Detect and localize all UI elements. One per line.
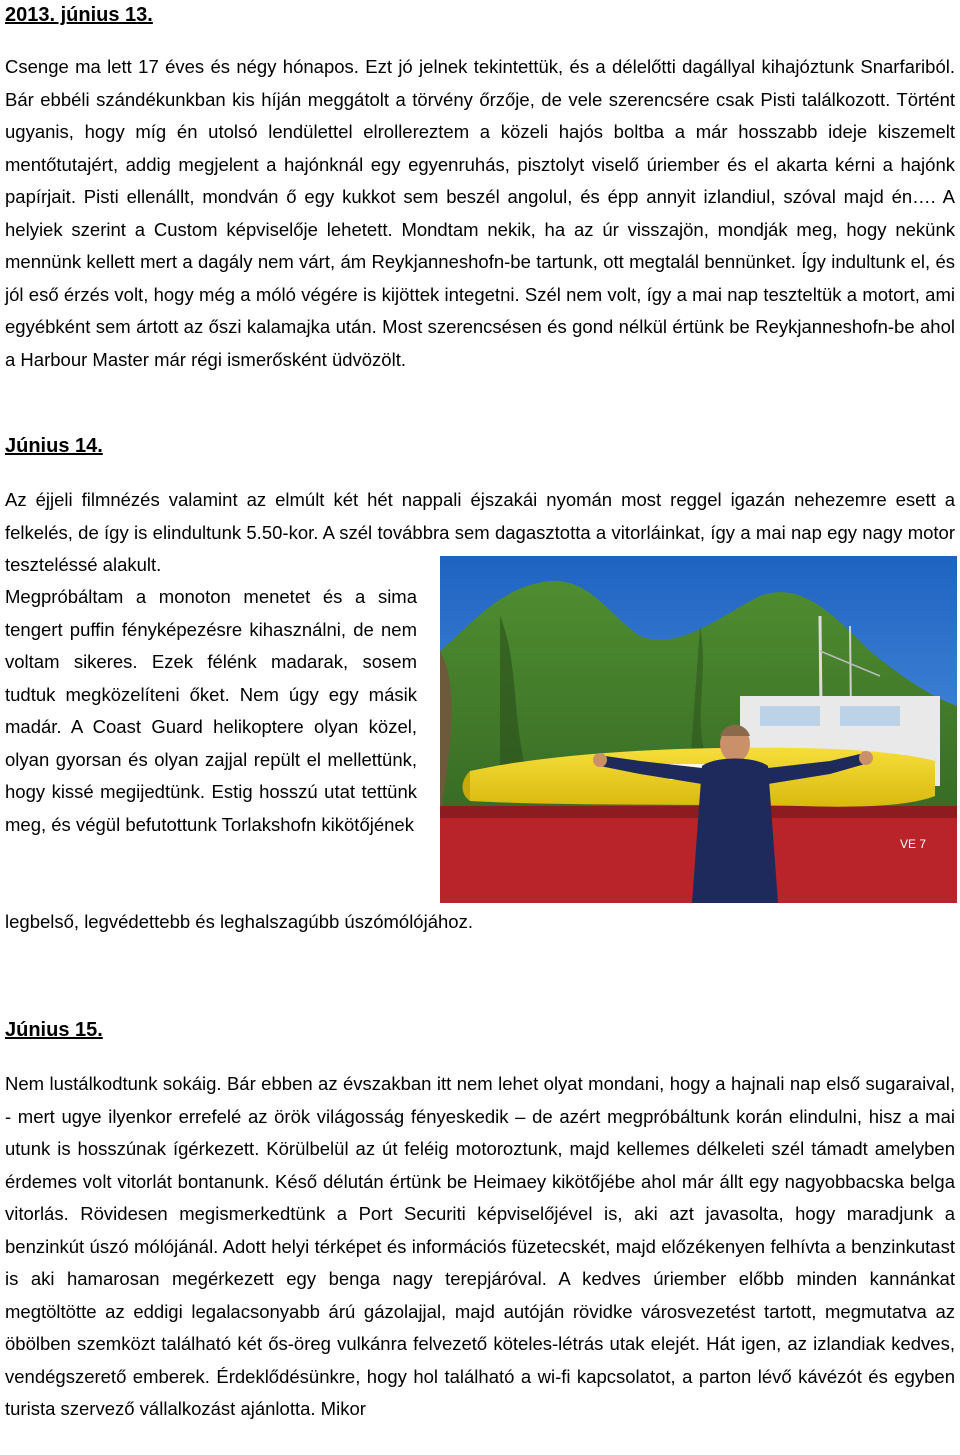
entry-june15-paragraph: Nem lustálkodtunk sokáig. Bár ebben az évszakban itt nem lehet olyat mondani, hogy a hajnali nap első sugaraival, - mert ugye ilyenkor errefelé az örök világosság fényeskedik – de azért megpróbáltunk korán elindulni, hisz a mai utunk is hosszúnak ígérkezett. Körülbelül az út feléig motoroztunk, majd kellemes délkeleti szél támadt amelyben érdemes volt vitorlát bontanunk. Késő délután értünk be Heimaey kikötőjébe ahol már állt egy nagyobbacska belga vitorlás. Rövidesen megismerkedtünk a Port Securiti képviselőjével is, aki azt javasolta, hogy maradjunk a benzinkút úszó mólójánál. Adott helyi térképet és információs füzetecskét, majd előzékenyen felhívta a benzinkutast is aki hamarosan megérkezett egy benga nagy terepjáróval. A kedves úriember előbb minden kannánkat megtöltötte az eddigi legalacsonyabb árú gázolajjal, majd autóján rövidke városvezetést tartott, megmutatva az öbölben szemközt található két ős-öreg vulkánra felvezető köteles-létrás utak elejét. Hát igen, az izlandiak kedves, vendégszerető emberek. Érdeklődésünkre, hogy hol található a wi-fi kapcsolatot, a parton lévő kávézót és egyben turista szervező vállalkozást ajánlotta. Mikor (5, 1073, 955, 1419)
entry-june14-wrapped-paragraph: Megpróbáltam a monoton menetet és a sima tengert puffin fényképezésre kihasználni, de nem voltam sikeres. Ezek félénk madarak, sosem tudtuk megközelíteni őket. Nem úgy egy másik madár. A Coast Guard helikoptere olyan közel, olyan gyorsan és olyan zajjal repült el mellettünk, hogy kissé megijedtünk. Estig hosszú utat tettünk meg, és végül befutottunk Torlakshofn kikötőjének (5, 586, 417, 835)
entry-june14-heading: Június 14. (5, 435, 103, 457)
entry-june14-intro-paragraph: Az éjjeli filmnézés valamint az elmúlt két hét nappali éjszakái nyomán most reggel igazán nehezemre esett a felkelés, de így is elindultunk 5.50-kor. A szél továbbra sem dagasztotta a vitorláinkat, így a mai nap egy nagy motor teszteléssé alakult. (5, 489, 955, 575)
entry-june13-paragraph: Csenge ma lett 17 éves és négy hónapos. Ezt jó jelnek tekintettük, és a délelőtti dagállyal kihajóztunk Snarfariból. Bár ebbéli szándékunkban kis híján meggátolt a törvény őrzője, de vele szerencsére csak Pisti találkozott. Történt ugyanis, hogy míg én utolsó lendülettel elrollereztem a közeli hajós boltba a már hosszabb ideje kiszemelt mentőtutajért, addig megjelent a hajónknál egy egyenruhás, pisztolyt viselő úriember és el akarta kérni a hajónk papírjait. Pisti ellenállt, mondván ő egy kukkot sem beszél angolul, és épp annyit izlandiul, szóval majd én…. A helyiek szerint a Custom képviselője lehetett. Mondtam nekik, ha az úr visszajön, mondják meg, hogy nekünk mennünk kellett mert a dagály nem várt, ám Reykjanneshofn-be tartunk, ott megtalál bennünket. Így indultunk el, és jól eső érzés volt, hogy még a móló végére is kijöttek integetni. Szél nem volt, így a mai nap teszteltük a motort, ami egyébként sem ártott az őszi kalamajka után. Most szerencsésen és gond nélkül értünk be Reykjanneshofn-be ahol a Harbour Master már régi ismerősként üdvözölt. (5, 56, 955, 370)
entry-june14-paragraph-tail: legbelső, legvédettebb és leghalszagúbb úszómólójához. (5, 911, 473, 932)
hull-side-marking: VE 7 (900, 837, 927, 851)
page-title: 2013. június 13. (5, 4, 153, 26)
sailor-on-boat-photo (440, 556, 957, 903)
entry-june15-heading: Június 15. (5, 1019, 103, 1041)
